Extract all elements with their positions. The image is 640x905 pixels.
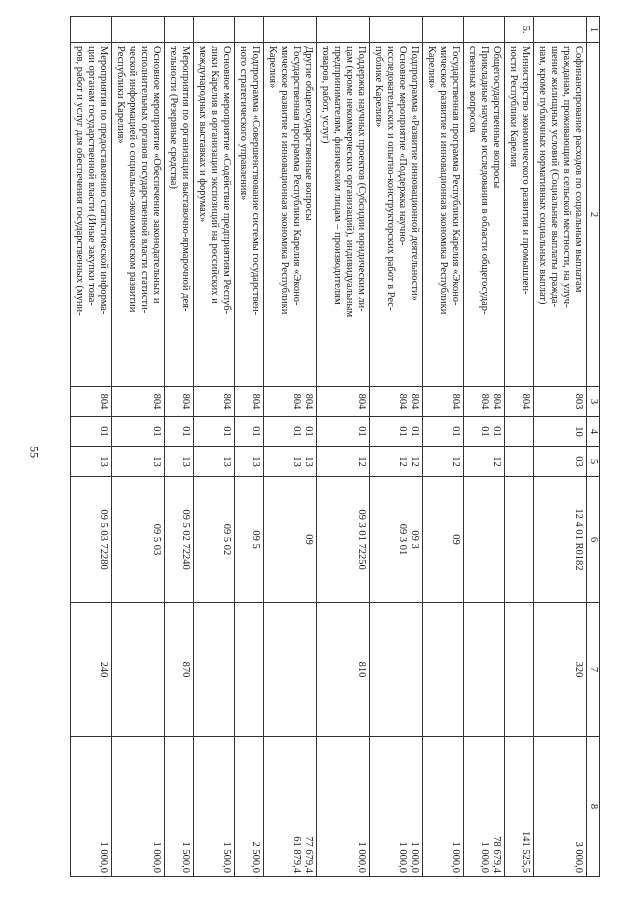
cell-col6 (165, 477, 194, 603)
table-row (505, 17, 534, 877)
cell-amount (165, 737, 194, 877)
cell-col3 (464, 387, 505, 417)
row-name-line: тельности (Резервные средства) (168, 46, 179, 189)
table-row (370, 17, 423, 877)
row-name (423, 43, 464, 387)
cell-col4 (112, 417, 165, 447)
cell-col4-line: 01 (491, 426, 502, 437)
col-header: 3 (587, 387, 600, 417)
cell-amount (534, 737, 587, 877)
row-name-line: ческой информацией о социально-экономическом развитии (127, 46, 138, 313)
cell-col4 (423, 417, 464, 447)
table-row (194, 17, 235, 877)
cell-col5 (165, 447, 194, 477)
row-number (194, 17, 235, 43)
cell-col4-line: 10 (573, 426, 584, 437)
cell-col5 (534, 447, 587, 477)
row-name (370, 43, 423, 387)
cell-col3-line: 804 (221, 393, 232, 410)
row-number (165, 17, 194, 43)
row-number (534, 17, 587, 43)
cell-col4 (235, 417, 264, 447)
cell-col5 (71, 447, 112, 477)
row-name-line: Другие общегосударственные вопросы (303, 46, 314, 221)
cell-col5 (264, 447, 317, 477)
row-name-line: лики Карелия в организации экспозиций на российских и (209, 46, 220, 304)
cell-col4 (534, 417, 587, 447)
row-name-line: нам, кроме публичных нормативных социальных выплат) (537, 46, 548, 305)
cell-col4-line: 01 (151, 426, 162, 437)
row-number (464, 17, 505, 43)
cell-col7 (423, 603, 464, 737)
cell-col5 (464, 447, 505, 477)
row-name (505, 43, 534, 387)
cell-col4 (71, 417, 112, 447)
cell-col4-line: 01 (409, 426, 420, 437)
cell-col5 (423, 447, 464, 477)
cell-col6-line: 09 5 03 (151, 523, 162, 556)
cell-col3 (112, 387, 165, 417)
cell-col7 (194, 603, 235, 737)
cell-col7 (534, 603, 587, 737)
cell-col6 (235, 477, 264, 603)
row-name-line: Мероприятия по организации выставочно-ярмарочной дея- (180, 46, 191, 312)
cell-col6-line: 09 5 02 72240 (180, 509, 191, 570)
cell-amount (71, 737, 112, 877)
cell-amount-line: 1 500,0 (180, 841, 191, 873)
cell-col3-line: 804 (303, 393, 314, 410)
row-name-line: Основное мероприятие «Содействие предприятиям Респуб- (221, 46, 232, 315)
cell-col5 (317, 447, 370, 477)
cell-col5-line: 12 (409, 456, 420, 467)
cell-col4 (464, 417, 505, 447)
row-name-line: товаров, работ, услуг) (320, 46, 331, 144)
cell-col5 (112, 447, 165, 477)
cell-col6 (194, 477, 235, 603)
cell-col7 (317, 603, 370, 737)
cell-col4 (370, 417, 423, 447)
cell-col3-line: 804 (409, 393, 420, 410)
cell-col6-line: 09 (450, 534, 461, 545)
cell-col6-line: 09 3 01 (397, 523, 408, 556)
cell-col3-line: 804 (151, 393, 162, 410)
row-name-line: Прикладные научные исследования в области общегосудар- (479, 46, 490, 315)
row-name-line: Основное мероприятие «Поддержка научно- (397, 46, 408, 246)
rotated-page (70, 16, 600, 876)
table-row (264, 17, 317, 877)
row-name-line: Подпрограмма «Совершенствование системы государствен- (250, 46, 261, 316)
row-name (264, 43, 317, 387)
table-row (423, 17, 464, 877)
row-name (235, 43, 264, 387)
row-name-line: публике Карелия» (373, 46, 384, 128)
cell-col4 (194, 417, 235, 447)
cell-col3-line: 804 (450, 393, 461, 410)
row-name (165, 43, 194, 387)
budget-table (70, 16, 600, 877)
cell-col7 (505, 603, 534, 737)
cell-amount-line: 1 000,0 (397, 841, 408, 873)
row-name-line: Основное мероприятие «Обеспечение законодательных и (151, 46, 162, 304)
cell-col4-line: 01 (221, 426, 232, 437)
cell-amount-line: 2 500,0 (250, 841, 261, 873)
cell-col3 (423, 387, 464, 417)
table-row (71, 17, 112, 877)
row-name-line: исследовательских и опытно-конструкторских работ в Рес- (385, 46, 396, 311)
cell-col7 (264, 603, 317, 737)
cell-amount (235, 737, 264, 877)
cell-amount-line: 77 679,4 (303, 836, 314, 873)
cell-col7 (370, 603, 423, 737)
row-number: 5. (505, 17, 534, 43)
row-name-line: ного стратегического управления» (238, 46, 249, 201)
cell-col7 (71, 603, 112, 737)
cell-col4 (165, 417, 194, 447)
cell-col6-line: 09 3 (409, 530, 420, 549)
col-header: 6 (587, 477, 600, 603)
row-name-line: Государственная программа Республики Карелия «Эконо- (450, 46, 461, 306)
cell-col3-line: 804 (250, 393, 261, 410)
cell-col4-line: 01 (397, 426, 408, 437)
cell-col4 (505, 417, 534, 447)
cell-col6-line: 12 4 01 R0182 (573, 508, 584, 571)
cell-col5-line: 13 (180, 456, 191, 467)
row-number (264, 17, 317, 43)
cell-col6-line: 09 5 03 72280 (98, 509, 109, 570)
row-name-line: ственных вопросов (467, 46, 478, 133)
cell-amount (194, 737, 235, 877)
row-name-line: Республики Карелия» (115, 46, 126, 144)
cell-col3 (71, 387, 112, 417)
cell-col6 (71, 477, 112, 603)
cell-col4-line: 01 (303, 426, 314, 437)
cell-col3 (194, 387, 235, 417)
cell-col6 (464, 477, 505, 603)
cell-col6 (423, 477, 464, 603)
cell-col3-line: 804 (356, 393, 367, 410)
row-name-line: мическое развитие и инновационная экономика Республики (279, 46, 290, 315)
cell-col7 (165, 603, 194, 737)
row-name-line: Общегосударственные вопросы (491, 46, 502, 189)
cell-col6 (370, 477, 423, 603)
cell-col3-line: 804 (491, 393, 502, 410)
row-name-line: Министерство экономического развития и промышлен- (520, 46, 531, 295)
row-name (317, 43, 370, 387)
col-header: 7 (587, 603, 600, 737)
row-name-line: международных выставках и форумах» (197, 46, 208, 223)
cell-col5-line: 12 (450, 456, 461, 467)
row-name-line: ции органам государственной власти (Иные закупки това- (86, 46, 97, 306)
row-name (112, 43, 165, 387)
cell-col4-line: 01 (450, 426, 461, 437)
row-number (71, 17, 112, 43)
cell-col5-line: 13 (221, 456, 232, 467)
cell-col3 (235, 387, 264, 417)
cell-amount (464, 737, 505, 877)
cell-col5 (370, 447, 423, 477)
cell-col7 (112, 603, 165, 737)
cell-amount (505, 737, 534, 877)
cell-col5-line: 13 (250, 456, 261, 467)
row-number (112, 17, 165, 43)
table-row (317, 17, 370, 877)
row-name-line: цам (кроме некоммерческих организаций), индивидуальным (344, 46, 355, 318)
cell-col5 (194, 447, 235, 477)
cell-amount (423, 737, 464, 877)
cell-col6 (112, 477, 165, 603)
row-number (235, 17, 264, 43)
cell-col5 (235, 447, 264, 477)
cell-amount (112, 737, 165, 877)
cell-amount (317, 737, 370, 877)
row-name (71, 43, 112, 387)
table-row (112, 17, 165, 877)
cell-col5-line: 13 (151, 456, 162, 467)
cell-col3 (370, 387, 423, 417)
cell-amount (264, 737, 317, 877)
row-name-line: Карелия» (267, 46, 278, 89)
row-name-line: гражданам, проживающим в сельской местности, на улуч- (561, 46, 572, 308)
cell-col5-line: 12 (397, 456, 408, 467)
cell-col5 (505, 447, 534, 477)
cell-col5-line: 12 (356, 456, 367, 467)
cell-col5-line: 03 (573, 456, 584, 467)
row-number (370, 17, 423, 43)
row-name-line: ров, работ и услуг для обеспечения государственных (муни- (74, 46, 85, 316)
cell-col7-line: 810 (356, 661, 367, 678)
cell-col6-line: 09 3 01 72250 (356, 509, 367, 570)
cell-col4-line: 01 (250, 426, 261, 437)
cell-col4-line: 01 (98, 426, 109, 437)
col-header: 2 (587, 43, 600, 387)
cell-amount-line: 3 000,0 (573, 841, 584, 873)
col-header: 1 (587, 17, 600, 43)
cell-amount-line: 1 000,0 (479, 841, 490, 873)
cell-col6 (505, 477, 534, 603)
cell-col7 (235, 603, 264, 737)
cell-col3-line: 804 (479, 393, 490, 410)
cell-col3-line: 804 (180, 393, 191, 410)
cell-col3 (264, 387, 317, 417)
cell-col5-line: 12 (491, 456, 502, 467)
row-name-line: Мероприятия по предоставлению статистической информа- (98, 46, 109, 315)
row-number (317, 17, 370, 43)
table-body (71, 17, 587, 877)
col-header: 5 (587, 447, 600, 477)
cell-col3-line: 804 (291, 393, 302, 410)
row-name-line: предпринимателям, физическим лицам – производителям (332, 46, 343, 305)
cell-col6-line: 09 5 (250, 530, 261, 549)
cell-col4-line: 01 (180, 426, 191, 437)
cell-col4-line: 01 (356, 426, 367, 437)
cell-col3 (317, 387, 370, 417)
row-number (423, 17, 464, 43)
row-name-line: Подпрограмма «Развитие инновационной деятельности» (409, 46, 420, 301)
cell-col6-line: 09 (303, 534, 314, 545)
cell-col7-line: 870 (180, 661, 191, 678)
cell-col6-line: 09 5 02 (221, 523, 232, 556)
row-name-line: ности Республики Карелия (508, 46, 519, 168)
cell-col7-line: 320 (573, 661, 584, 678)
row-name-line: Карелия» (426, 46, 437, 89)
cell-col7 (464, 603, 505, 737)
row-name (464, 43, 505, 387)
cell-col5-line: 13 (98, 456, 109, 467)
row-name-line: Поддержка научных проектов (Субсидии юридическим ли- (356, 46, 367, 312)
cell-col3 (165, 387, 194, 417)
cell-col6 (534, 477, 587, 603)
cell-col6 (317, 477, 370, 603)
cell-col6 (264, 477, 317, 603)
cell-col4-line: 01 (291, 426, 302, 437)
col-header: 4 (587, 417, 600, 447)
table-row (235, 17, 264, 877)
cell-amount-line: 1 500,0 (221, 841, 232, 873)
row-name-line: мическое развитие и инновационная экономика Республики (438, 46, 449, 315)
col-header: 8 (587, 737, 600, 877)
cell-col4 (264, 417, 317, 447)
row-name (194, 43, 235, 387)
page-number: 55 (27, 446, 42, 458)
cell-col3 (534, 387, 587, 417)
cell-col3 (505, 387, 534, 417)
cell-col5-line: 13 (291, 456, 302, 467)
cell-col3-line: 804 (520, 393, 531, 410)
cell-amount-line: 78 679,4 (491, 836, 502, 873)
table-row (534, 17, 587, 877)
cell-amount-line: 1 000,0 (356, 841, 367, 873)
cell-col7-line: 240 (98, 661, 109, 678)
cell-amount-line: 1 000,0 (409, 841, 420, 873)
row-name-line: исполнительных органов государственной власти статисти- (139, 46, 150, 314)
row-name-line: Софинансирование расходов по социальным выплатам (573, 46, 584, 293)
row-name-line: шение жилищных условий (Социальные выплаты гражда- (549, 46, 560, 308)
table-row (165, 17, 194, 877)
cell-amount-line: 1 000,0 (151, 841, 162, 873)
cell-col4-line: 01 (479, 426, 490, 437)
cell-amount-line: 1 000,0 (98, 841, 109, 873)
cell-amount-line: 61 879,4 (291, 836, 302, 873)
cell-col3-line: 804 (98, 393, 109, 410)
table-row (464, 17, 505, 877)
cell-col3-line: 804 (397, 393, 408, 410)
cell-amount-line: 1 000,0 (450, 841, 461, 873)
cell-col5-line: 13 (303, 456, 314, 467)
cell-col4 (317, 417, 370, 447)
row-name (534, 43, 587, 387)
cell-col3-line: 803 (573, 393, 584, 410)
header-row (587, 17, 600, 877)
cell-amount-line: 141 525,5 (520, 831, 531, 873)
cell-amount (370, 737, 423, 877)
row-name-line: Государственная программа Республики Карелия «Эконо- (291, 46, 302, 306)
